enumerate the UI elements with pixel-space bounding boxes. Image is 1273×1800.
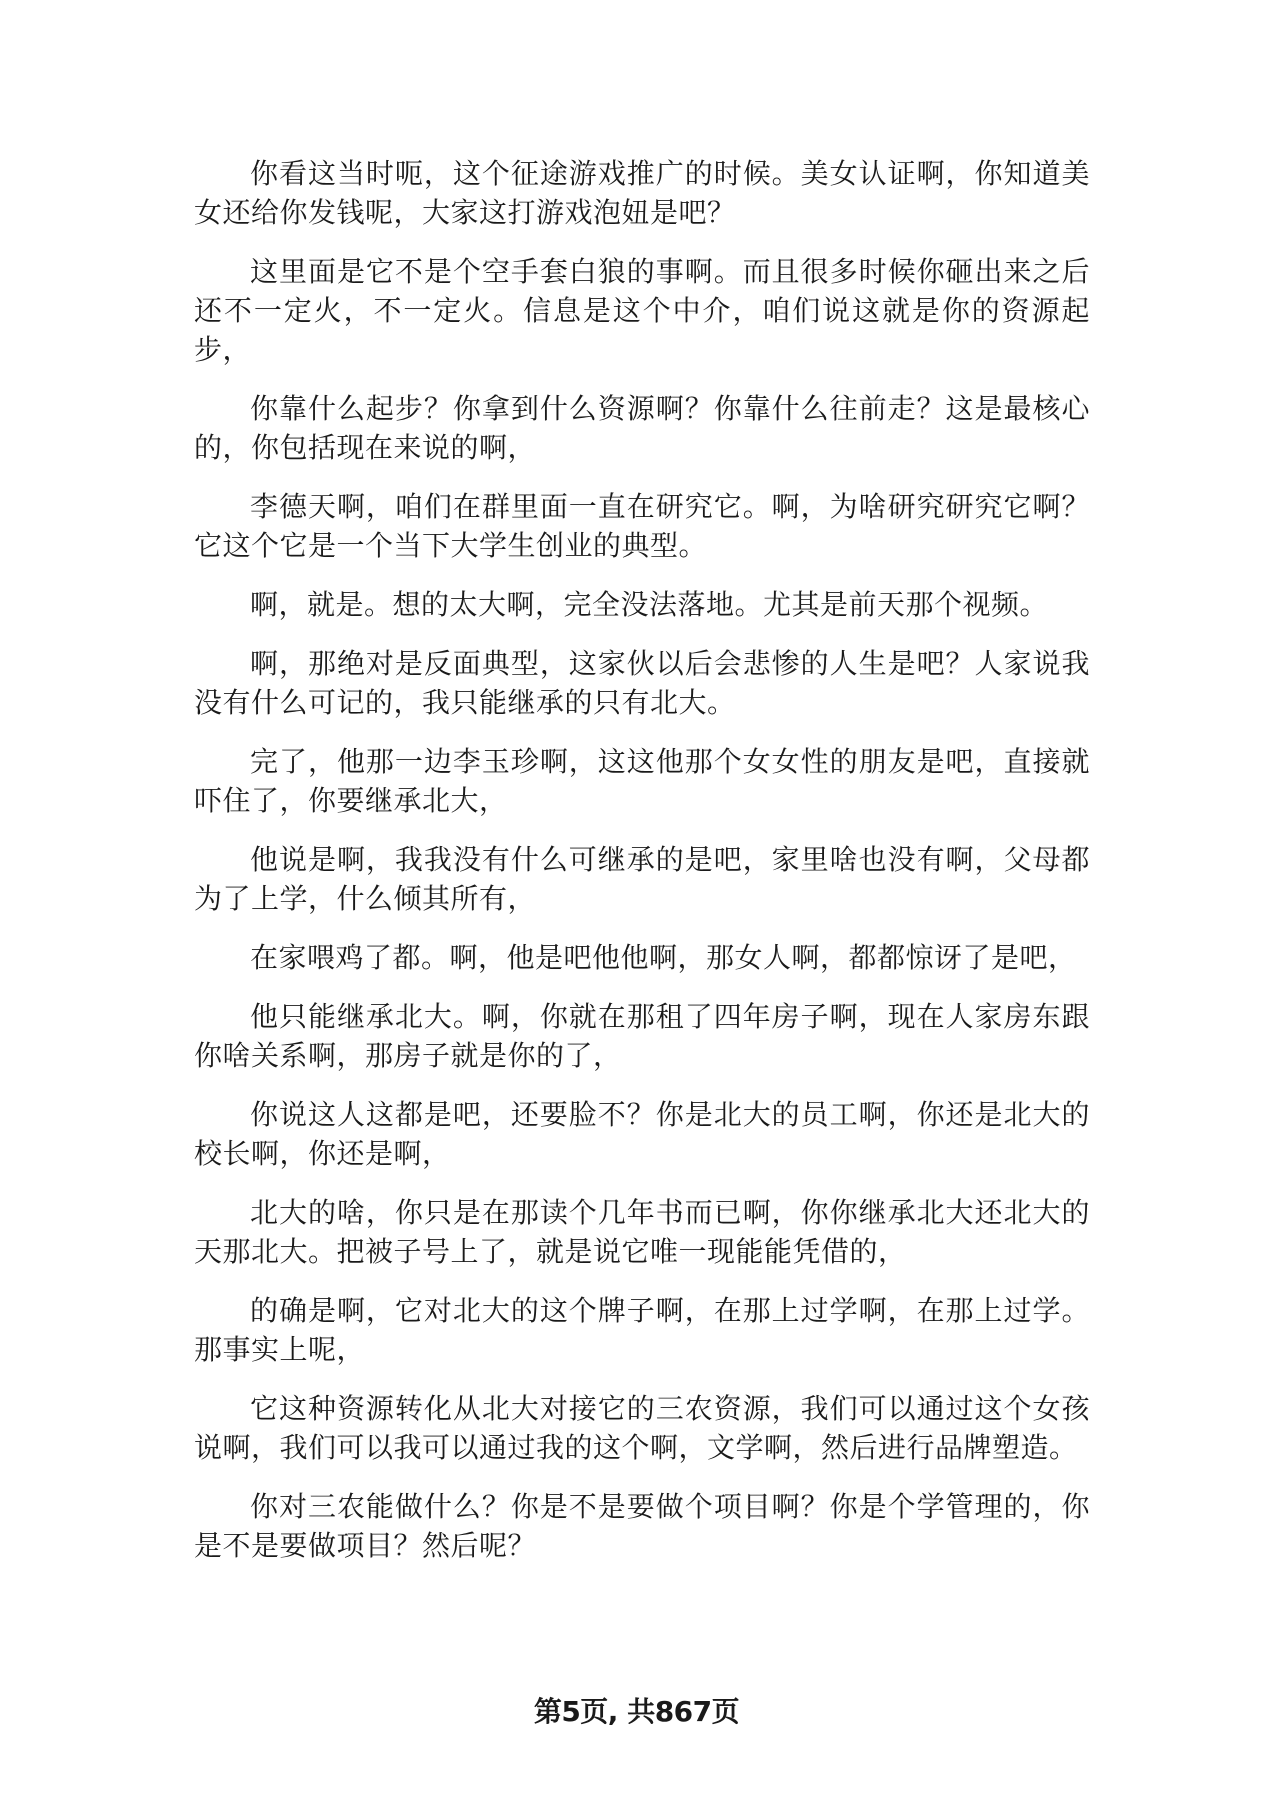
paragraph: 完了，他那一边李玉珍啊，这这他那个女女性的朋友是吧，直接就吓住了，你要继承北大， bbox=[194, 745, 1090, 817]
paragraph: 你看这当时呃，这个征途游戏推广的时候。美女认证啊，你知道美女还给你发钱呢，大家这打游戏泡妞是吧？ bbox=[194, 157, 1090, 229]
paragraph: 啊，那绝对是反面典型，这家伙以后会悲惨的人生是吧？人家说我没有什么可记的，我只能继承的只有北大。 bbox=[194, 647, 1090, 719]
paragraph: 啊，就是。想的太大啊，完全没法落地。尤其是前天那个视频。 bbox=[250, 588, 1049, 621]
page-number-footer: 第5页, 共867页 bbox=[533, 1695, 740, 1728]
paragraph: 它这种资源转化从北大对接它的三农资源，我们可以通过这个女孩说啊，我们可以我可以通过我的这个啊，文学啊，然后进行品牌塑造。 bbox=[194, 1392, 1090, 1464]
paragraph: 你靠什么起步？你拿到什么资源啊？你靠什么往前走？这是最核心的，你包括现在来说的啊， bbox=[194, 392, 1090, 464]
paragraph: 他只能继承北大。啊，你就在那租了四年房子啊，现在人家房东跟你啥关系啊，那房子就是你的了， bbox=[194, 1000, 1090, 1072]
paragraph: 你对三农能做什么？你是不是要做个项目啊？你是个学管理的，你是不是要做项目？然后呢？ bbox=[194, 1490, 1090, 1562]
document-body bbox=[194, 154, 1090, 1585]
paragraph: 李德天啊，咱们在群里面一直在研究它。啊，为啥研究研究它啊？它这个它是一个当下大学生创业的典型。 bbox=[194, 490, 1090, 562]
paragraph: 他说是啊，我我没有什么可继承的是吧，家里啥也没有啊，父母都为了上学，什么倾其所有， bbox=[194, 843, 1090, 915]
paragraph: 你说这人这都是吧，还要脸不？你是北大的员工啊，你还是北大的校长啊，你还是啊， bbox=[194, 1098, 1090, 1170]
paragraph: 北大的啥，你只是在那读个几年书而已啊，你你继承北大还北大的天那北大。把被子号上了，就是说它唯一现能能凭借的， bbox=[194, 1196, 1090, 1268]
paragraph: 这里面是它不是个空手套白狼的事啊。而且很多时候你砸出来之后还不一定火，不一定火。信息是这个中介，咱们说这就是你的资源起步， bbox=[194, 255, 1090, 366]
paragraph: 的确是啊，它对北大的这个牌子啊，在那上过学啊，在那上过学。那事实上呢， bbox=[194, 1294, 1090, 1366]
paragraph: 在家喂鸡了都。啊，他是吧他他啊，那女人啊，都都惊讶了是吧， bbox=[250, 941, 1077, 974]
